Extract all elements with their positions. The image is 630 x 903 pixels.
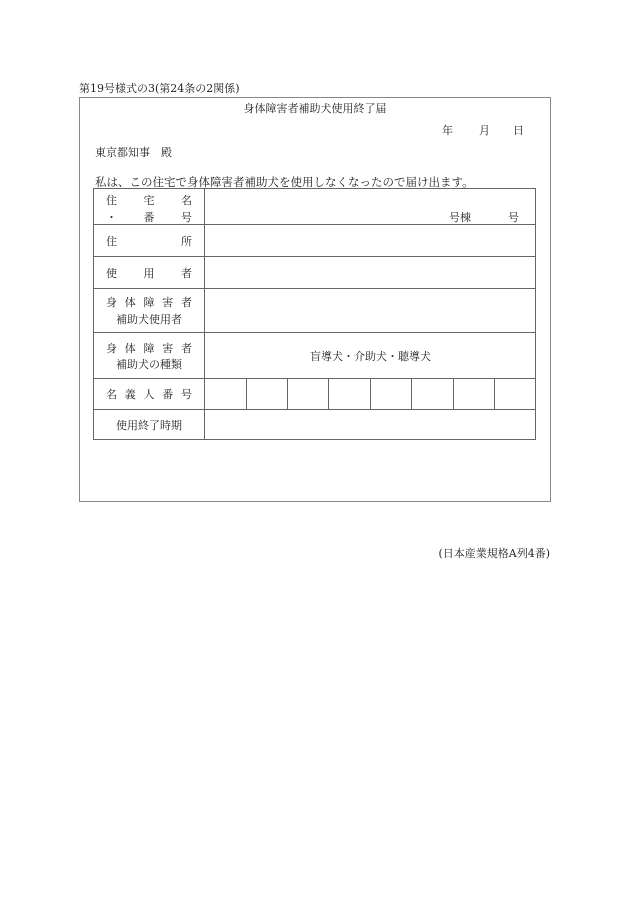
label-char: 使 bbox=[106, 267, 117, 280]
user-field[interactable] bbox=[205, 257, 536, 288]
label-char: 害 bbox=[162, 342, 174, 355]
label-char: 障 bbox=[143, 342, 155, 355]
date-month-label: 月 bbox=[479, 124, 490, 137]
label-char: 者 bbox=[181, 267, 192, 280]
label-char: 住 bbox=[106, 194, 117, 207]
form-table bbox=[93, 188, 536, 440]
paper-size-note: (日本産業規格A列4番) bbox=[438, 547, 550, 560]
label-assistance-dog-user-line2: 補助犬使用者 bbox=[116, 313, 182, 326]
label-char: 宅 bbox=[143, 194, 155, 207]
label-char: 番 bbox=[143, 211, 155, 224]
label-char: 者 bbox=[181, 342, 192, 355]
label-char: 体 bbox=[124, 296, 136, 309]
label-char: 身 bbox=[106, 296, 117, 309]
label-assistance-dog-type-line1 bbox=[106, 340, 192, 356]
label-holder-number bbox=[106, 386, 192, 402]
label-char: 人 bbox=[143, 388, 155, 401]
label-assistance-dog-user-line1 bbox=[106, 294, 192, 310]
label-char: 名 bbox=[106, 388, 117, 401]
label-address bbox=[106, 233, 192, 249]
holder-number-digit-7[interactable] bbox=[454, 379, 494, 409]
label-char: 所 bbox=[181, 235, 192, 248]
form-number-label: 第19号様式の3(第24条の2関係) bbox=[79, 82, 240, 95]
label-end-of-use-date: 使用終了時期 bbox=[116, 419, 182, 432]
label-housing-name-line2 bbox=[106, 209, 192, 225]
building-number-suffix: 号棟 bbox=[449, 211, 471, 224]
label-char: 用 bbox=[143, 267, 155, 280]
label-assistance-dog-type-line2: 補助犬の種類 bbox=[116, 358, 182, 371]
statement-text: 私は、この住宅で身体障害者補助犬を使用しなくなったので届け出ます。 bbox=[95, 175, 474, 189]
end-of-use-date-field[interactable] bbox=[205, 410, 536, 439]
label-char: 号 bbox=[181, 211, 192, 224]
label-char: 名 bbox=[181, 194, 192, 207]
row-divider bbox=[94, 332, 535, 333]
holder-number-digit-1[interactable] bbox=[205, 379, 245, 409]
assistance-dog-type-options[interactable]: 盲導犬・介助犬・聴導犬 bbox=[310, 350, 431, 363]
housing-name-field[interactable] bbox=[205, 190, 536, 223]
label-char: 障 bbox=[143, 296, 155, 309]
label-housing-name-line1 bbox=[106, 192, 192, 208]
address-field[interactable] bbox=[205, 225, 536, 256]
date-year-label: 年 bbox=[442, 124, 453, 137]
unit-number-suffix: 号 bbox=[508, 211, 519, 224]
form-title: 身体障害者補助犬使用終了届 bbox=[243, 102, 387, 115]
addressee: 東京都知事 殿 bbox=[95, 146, 172, 159]
holder-number-digit-5[interactable] bbox=[371, 379, 411, 409]
holder-number-digit-4[interactable] bbox=[329, 379, 369, 409]
holder-number-digit-2[interactable] bbox=[247, 379, 287, 409]
label-char: 体 bbox=[124, 342, 136, 355]
label-char: 身 bbox=[106, 342, 117, 355]
holder-number-digit-3[interactable] bbox=[288, 379, 328, 409]
label-char: 号 bbox=[181, 388, 192, 401]
label-char: 者 bbox=[181, 296, 192, 309]
label-char: ・ bbox=[106, 211, 117, 224]
holder-number-digit-8[interactable] bbox=[495, 379, 535, 409]
assistance-dog-user-field[interactable] bbox=[205, 289, 536, 332]
holder-number-digit-6[interactable] bbox=[412, 379, 452, 409]
date-day-label: 日 bbox=[513, 124, 524, 137]
label-char: 害 bbox=[162, 296, 174, 309]
label-char: 住 bbox=[106, 235, 117, 248]
label-char: 番 bbox=[162, 388, 174, 401]
label-char: 義 bbox=[124, 388, 136, 401]
label-user bbox=[106, 265, 192, 281]
